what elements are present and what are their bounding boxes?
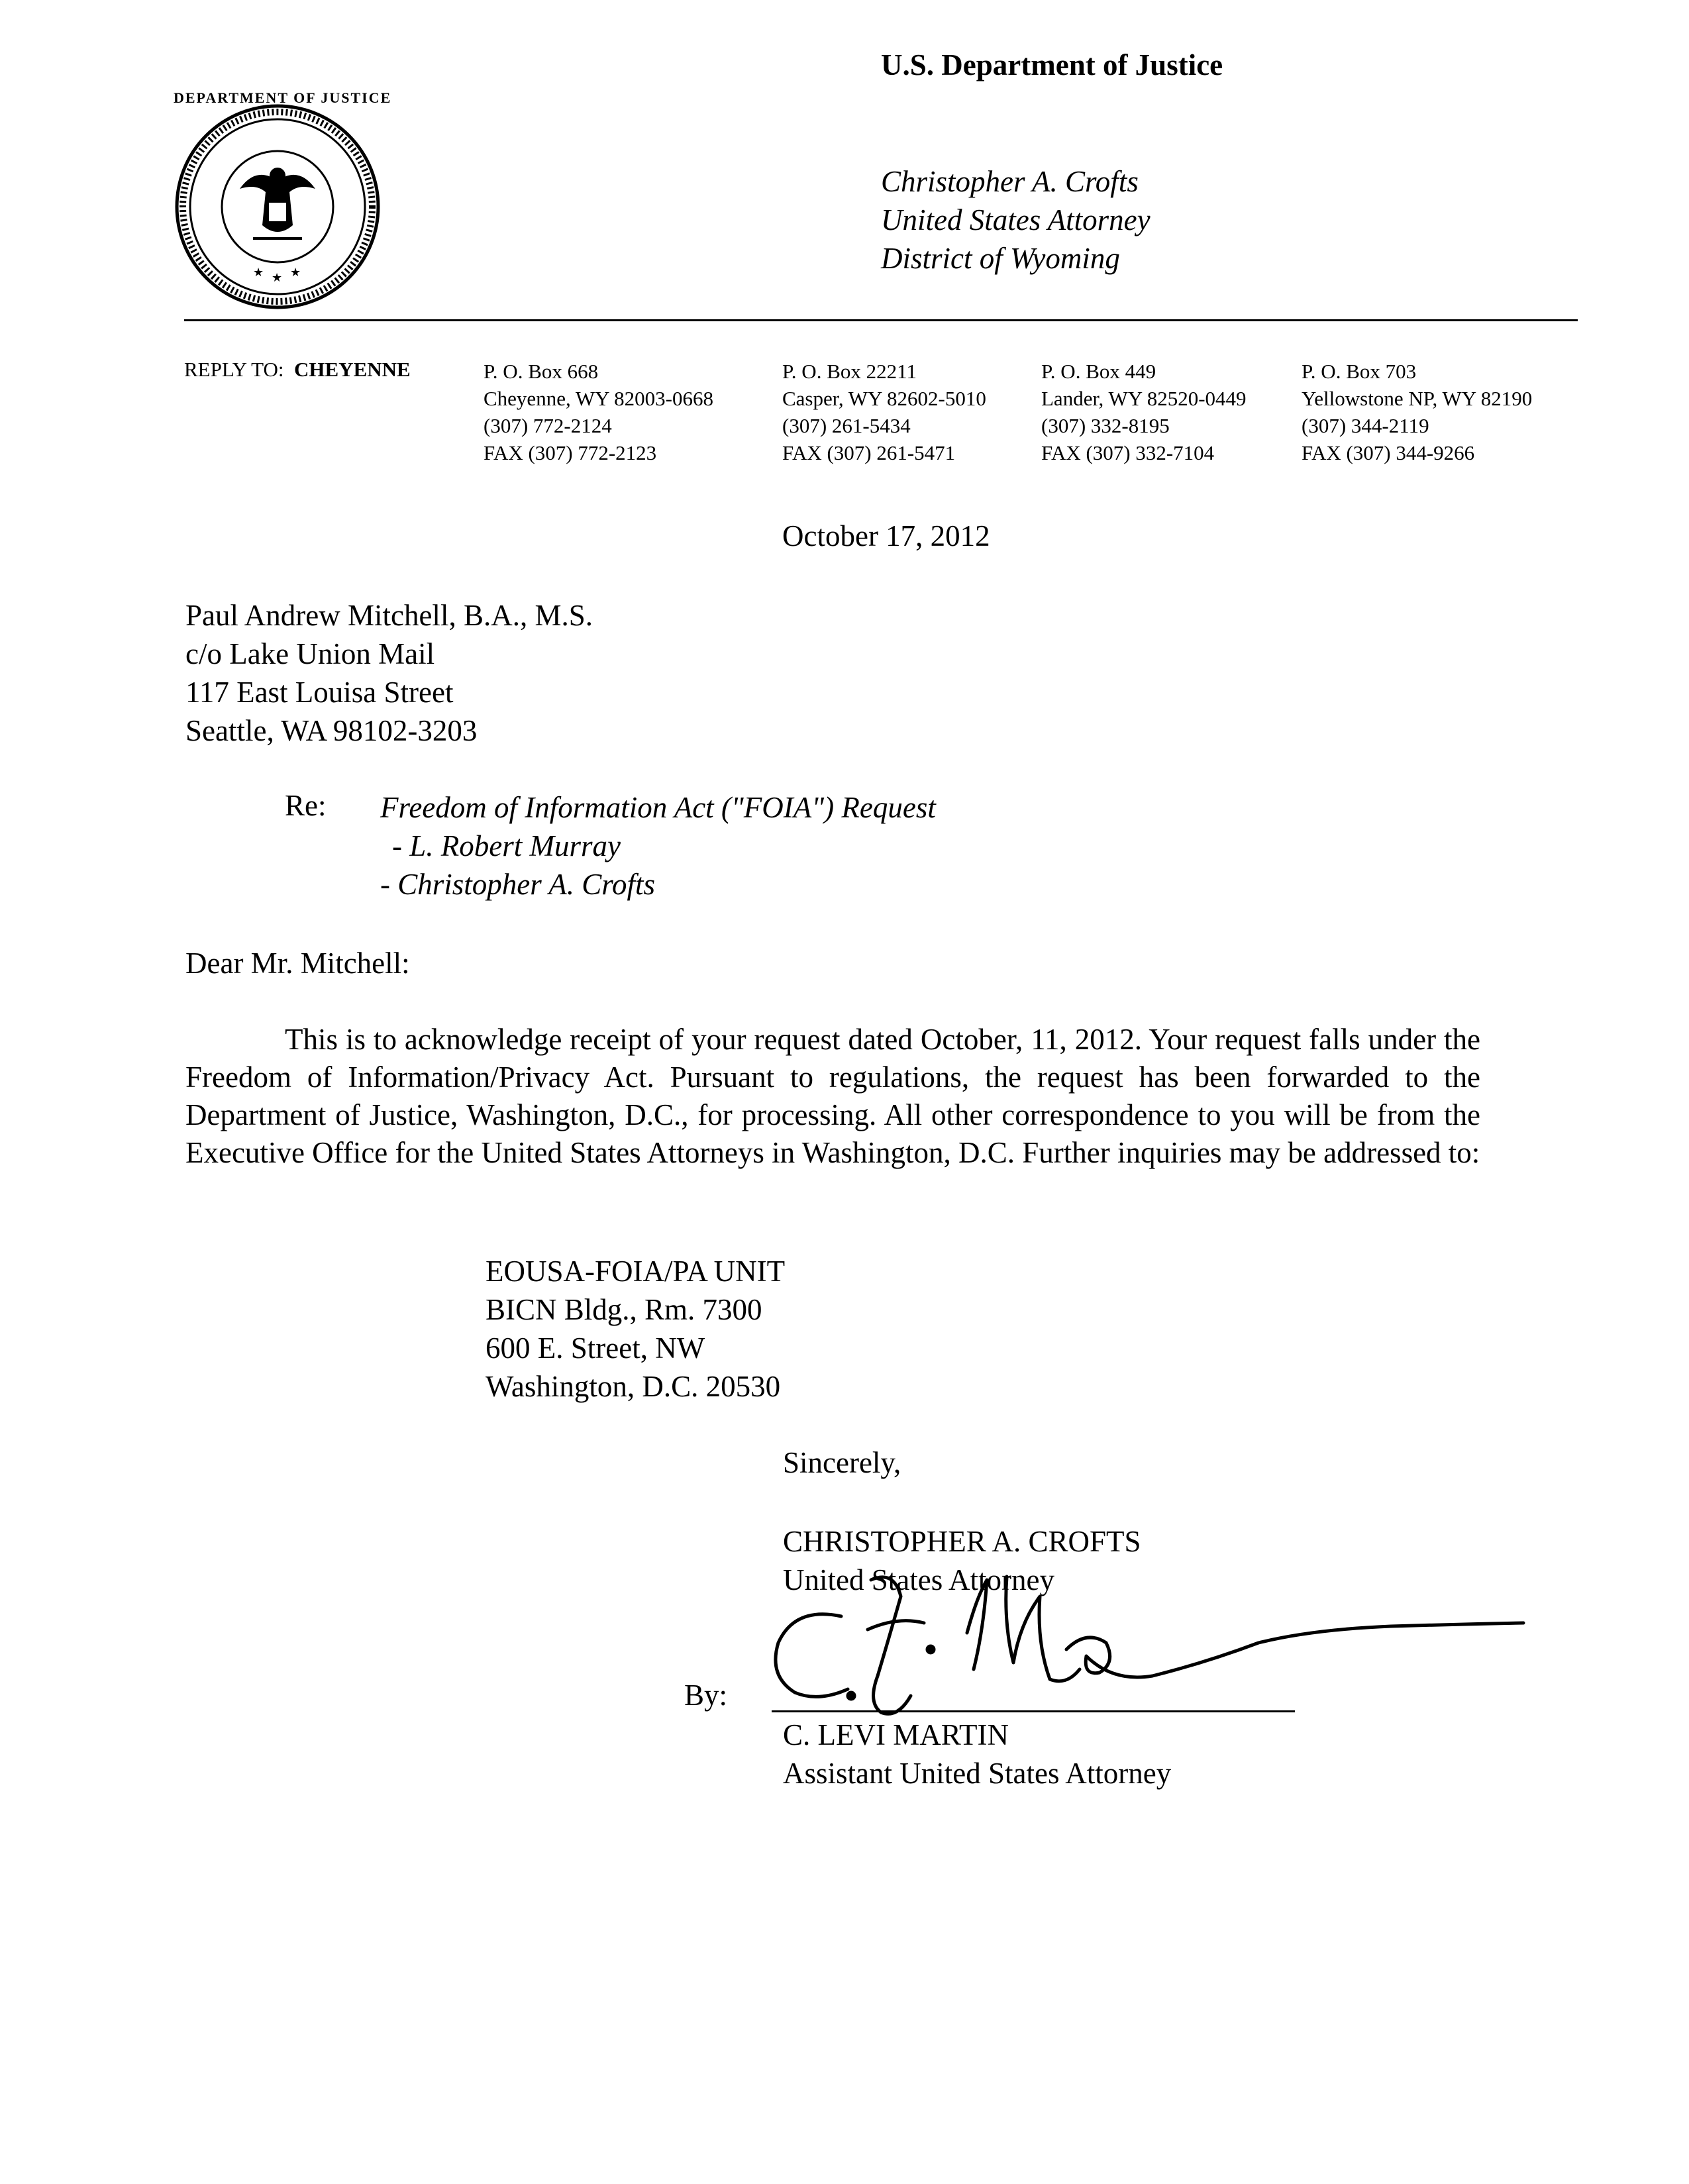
doj-seal (174, 89, 392, 311)
recipient-line: Seattle, WA 98102-3203 (185, 714, 478, 747)
closing: Sincerely, (783, 1446, 901, 1479)
re-line: Freedom of Information Act ("FOIA") Request (380, 791, 936, 824)
re-line: - L. Robert Murray (392, 829, 621, 862)
signer-title: United States Attorney (783, 1563, 1054, 1596)
office-phone: (307) 344-2119 (1302, 414, 1429, 437)
re-subject (380, 788, 936, 904)
agent-name: C. LEVI MARTIN (783, 1718, 1009, 1751)
eousa-line: BICN Bldg., Rm. 7300 (486, 1293, 762, 1326)
eousa-line: EOUSA-FOIA/PA UNIT (486, 1255, 786, 1288)
office-box: P. O. Box 22211 (782, 360, 917, 383)
office-yellowstone (1302, 358, 1532, 466)
by-label: By: (684, 1679, 728, 1712)
office-city: Cheyenne, WY 82003-0668 (484, 387, 713, 410)
letter-date: October 17, 2012 (782, 519, 990, 552)
district-name: District of Wyoming (881, 242, 1120, 275)
eagle-icon (240, 168, 315, 238)
reply-to-office: CHEYENNE (294, 358, 411, 381)
body-paragraph: This is to acknowledge receipt of your request dated October, 11, 2012. Your request falls under the Freedom of Information/Privacy Act. Pursuant to regulations, the request has been forwarded to the Department of Justice, Washington, D.C., for processing. All other correspondence to you will be from the Executive Office for the United States Attorneys in Washington, D.C. Further inquiries may be addressed to: (185, 1023, 1480, 1169)
office-phone: (307) 772-2124 (484, 414, 612, 437)
office-city: Casper, WY 82602-5010 (782, 387, 986, 410)
agency-name: U.S. Department of Justice (881, 48, 1223, 81)
official-title: United States Attorney (881, 203, 1151, 236)
re-label: Re: (285, 789, 327, 822)
office-casper (782, 358, 986, 466)
office-box: P. O. Box 703 (1302, 360, 1417, 383)
office-box: P. O. Box 449 (1041, 360, 1156, 383)
eousa-address (486, 1252, 785, 1406)
agent-block (783, 1716, 1171, 1793)
salutation: Dear Mr. Mitchell: (185, 947, 410, 980)
signer-name: CHRISTOPHER A. CROFTS (783, 1525, 1141, 1558)
office-cheyenne (484, 358, 713, 466)
recipient-name: Paul Andrew Mitchell, B.A., M.S. (185, 599, 593, 632)
office-fax: FAX (307) 261-5471 (782, 441, 956, 464)
header-divider (184, 319, 1578, 321)
office-fax: FAX (307) 344-9266 (1302, 441, 1475, 464)
eousa-line: 600 E. Street, NW (486, 1331, 705, 1365)
svg-text:★: ★ (272, 271, 283, 284)
office-fax: FAX (307) 772-2123 (484, 441, 657, 464)
seal-text: DEPARTMENT OF JUSTICE (174, 89, 392, 106)
recipient-line: c/o Lake Union Mail (185, 637, 435, 670)
official-name: Christopher A. Crofts (881, 165, 1139, 198)
recipient-address (185, 596, 593, 750)
office-city: Lander, WY 82520-0449 (1041, 387, 1247, 410)
eousa-line: Washington, D.C. 20530 (486, 1370, 781, 1403)
office-city: Yellowstone NP, WY 82190 (1302, 387, 1533, 410)
recipient-line: 117 East Louisa Street (185, 676, 454, 709)
office-fax: FAX (307) 332-7104 (1041, 441, 1215, 464)
svg-text:★: ★ (253, 266, 264, 279)
reply-to (184, 358, 411, 382)
reply-to-label: REPLY TO: (184, 358, 284, 381)
office-phone: (307) 332-8195 (1041, 414, 1170, 437)
office-box: P. O. Box 668 (484, 360, 599, 383)
office-phone: (307) 261-5434 (782, 414, 911, 437)
re-line: - Christopher A. Crofts (380, 868, 656, 901)
star-icons (253, 266, 301, 284)
office-lander (1041, 358, 1247, 466)
official-block (881, 162, 1151, 278)
agent-title: Assistant United States Attorney (783, 1757, 1172, 1790)
letter-body (185, 1021, 1480, 1172)
svg-text:★: ★ (290, 266, 301, 279)
